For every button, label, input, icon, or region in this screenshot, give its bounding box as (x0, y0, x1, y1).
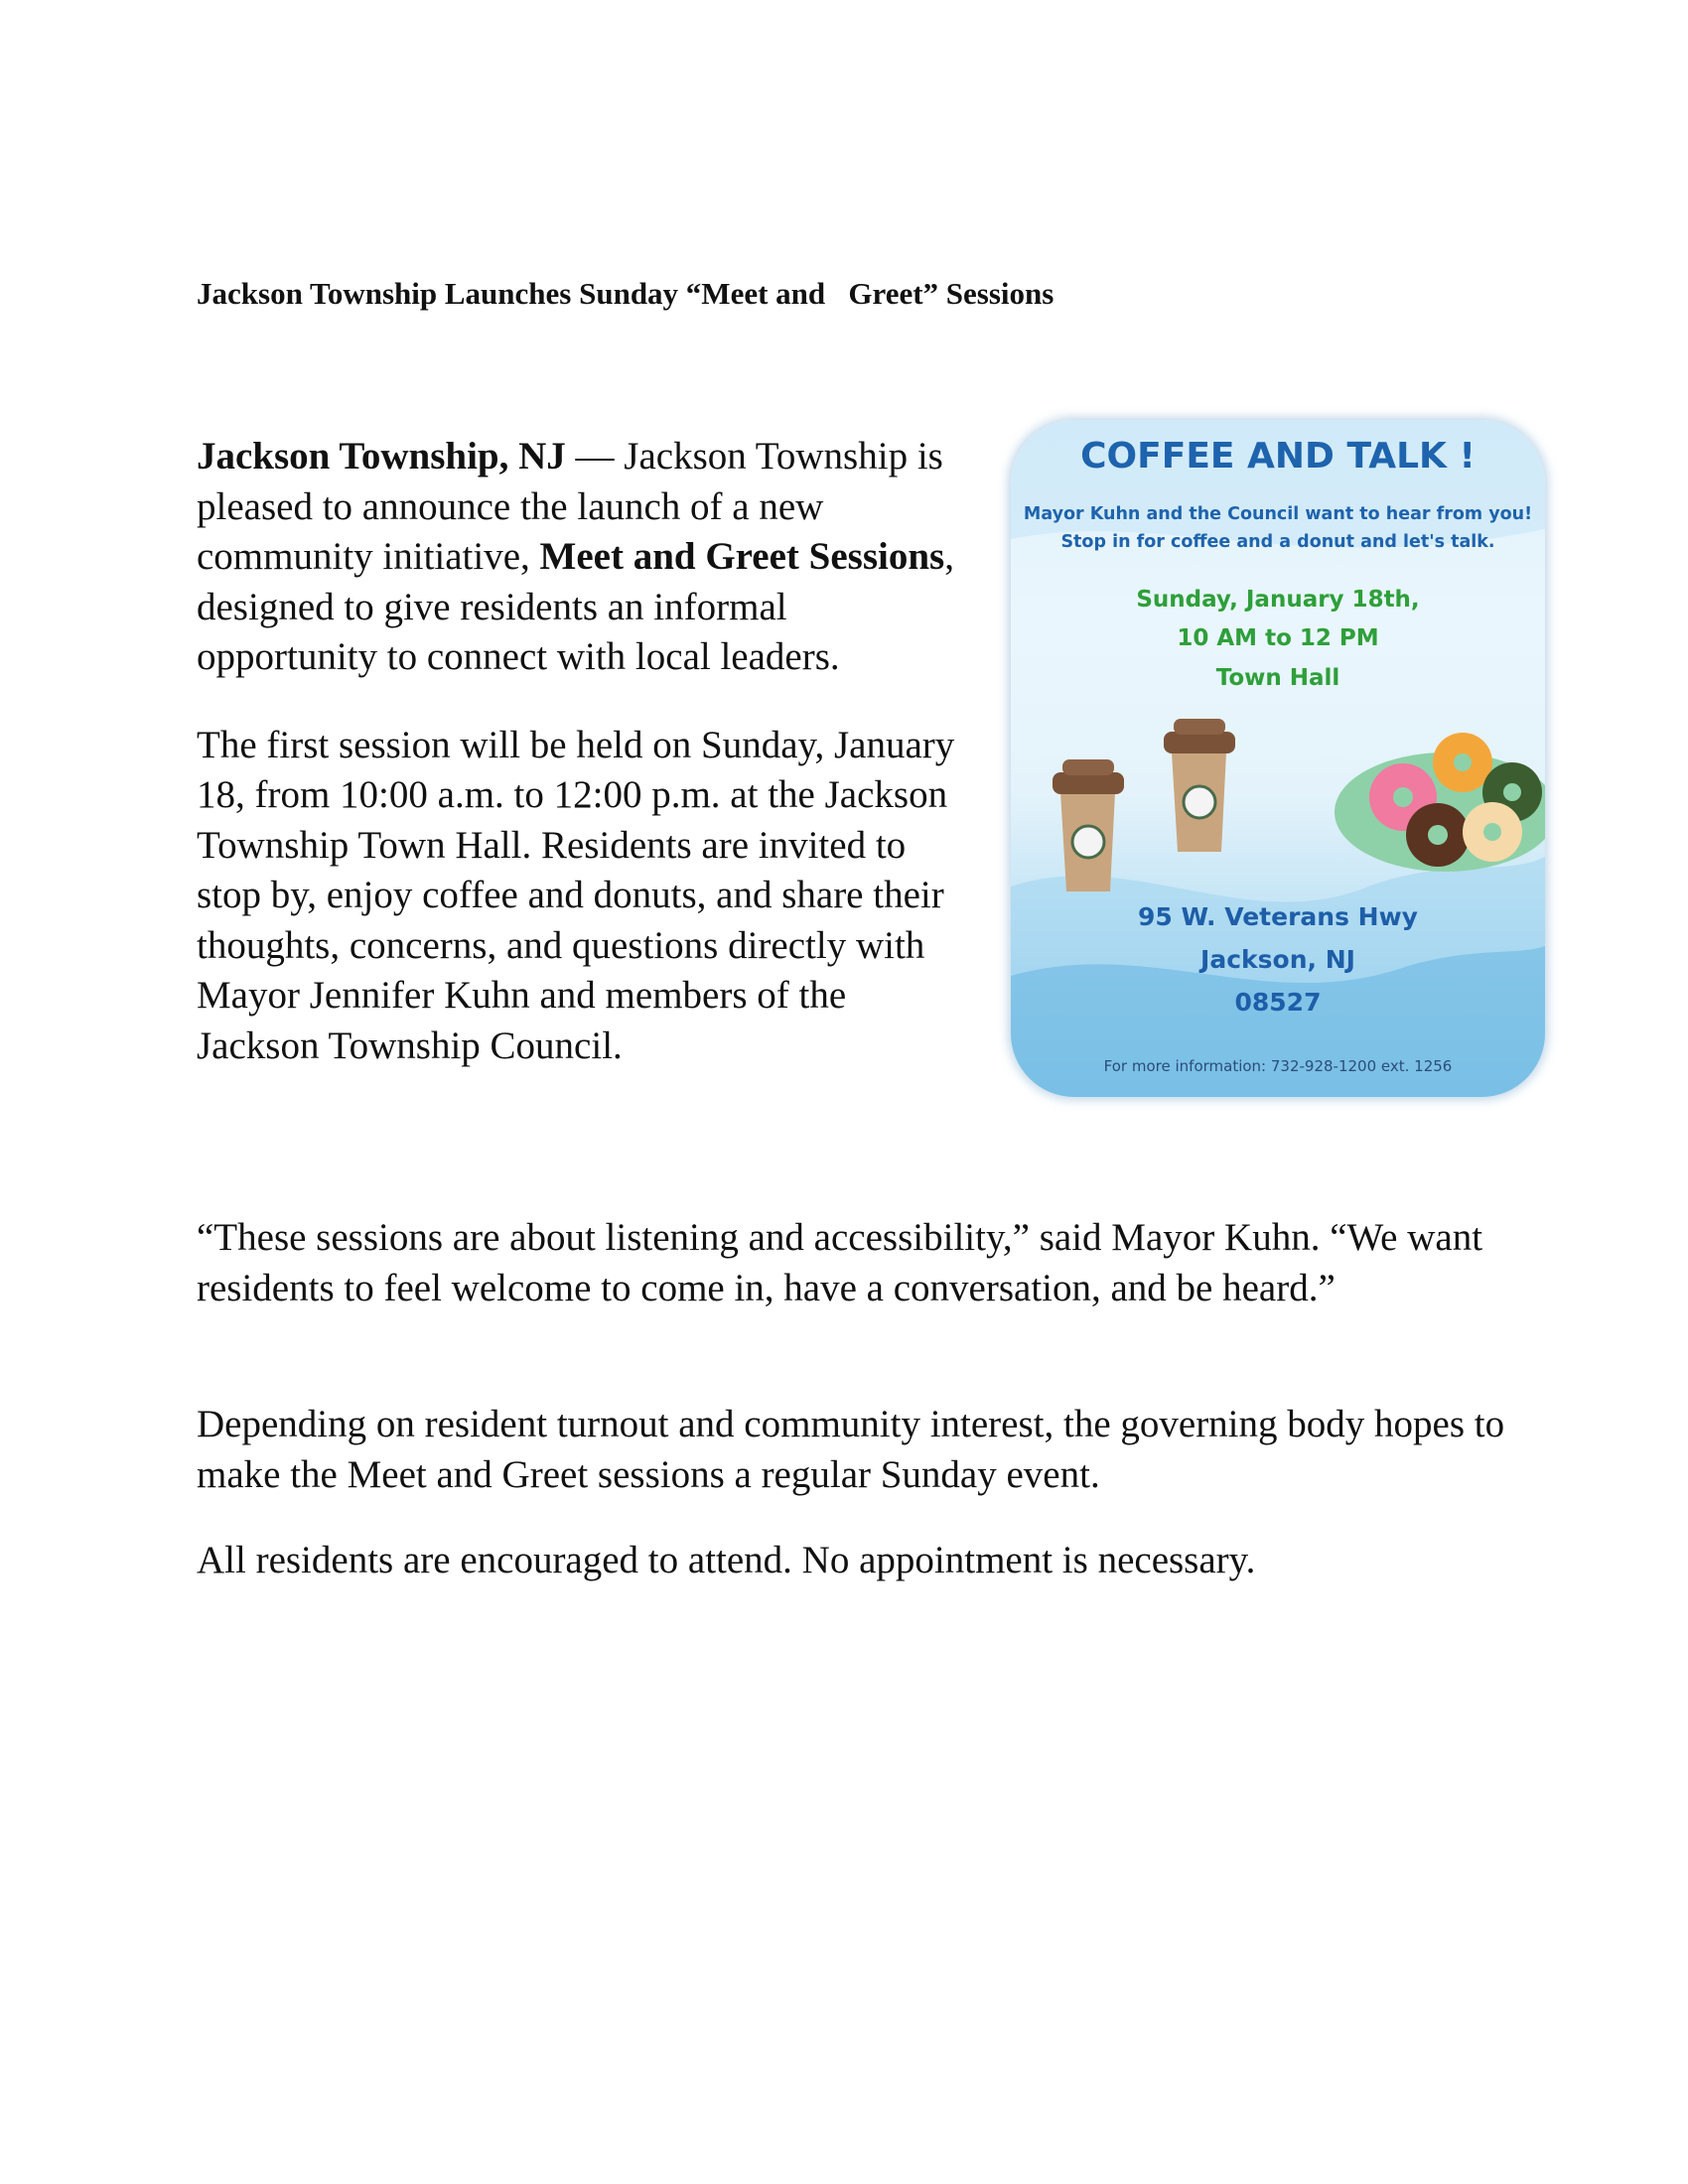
program-name: Meet and Greet Sessions (539, 535, 945, 578)
first-session-paragraph: The first session will be held on Sunday, January 18, from 10:00 a.m. to 12:00 p.m. at the Jackson Township Town Hall. Residents are invited to stop by, enjoy coffee and donuts, and share their thoughts, concerns, and questions directly with Mayor Jennifer Kuhn and members of the Jackson Township Council. (197, 723, 955, 1067)
flyer-date: Sunday, January 18th, (1136, 587, 1420, 613)
headline: Jackson Township Launches Sunday “Meet and Greet” Sessions (197, 276, 1055, 311)
flyer-footer: For more information: 732-928-1200 ext. 1256 (1103, 1057, 1453, 1075)
mayor-quote: “These sessions are about listening and accessibility,” said Mayor Kuhn. “We want residents to feel welcome to come in, have a conversation, and be heard.” (197, 1216, 1483, 1309)
intro-text-a: Jackson Township is pleased to announce the launch of a new community initiative, (197, 435, 943, 578)
flyer-invite-line: Mayor Kuhn and the Council want to hear from you! (1023, 504, 1533, 524)
flyer-city: Jackson, NJ (1200, 945, 1355, 974)
intro-text-b: , designed to give residents an informal opportunity to connect with local leaders. (197, 535, 954, 678)
dateline: Jackson Township, NJ (197, 435, 566, 478)
turnout-block (197, 1400, 1507, 1500)
quote-block (197, 1213, 1507, 1313)
donut-plate-icon (1335, 733, 1545, 872)
flyer-stop-in-line: Stop in for coffee and a donut and let's talk. (1060, 532, 1495, 552)
intro-column (197, 432, 971, 1109)
closing-paragraph: All residents are encouraged to attend. No appointment is necessary. (197, 1539, 1256, 1581)
intro-paragraph (197, 432, 971, 683)
coffee-cup-icon (1164, 719, 1235, 852)
flyer-zip: 08527 (1234, 988, 1322, 1017)
flyer-title: COFFEE AND TALK ! (1080, 436, 1476, 477)
coffee-cup-icon (1053, 759, 1124, 891)
flyer-time: 10 AM to 12 PM (1177, 625, 1379, 651)
coffee-and-talk-flyer (1011, 420, 1545, 1097)
flyer-street: 95 W. Veterans Hwy (1138, 902, 1418, 931)
dateline-dash: — (565, 435, 625, 478)
flyer-place: Town Hall (1215, 665, 1340, 691)
closing-block (197, 1536, 1507, 1586)
turnout-paragraph: Depending on resident turnout and community interest, the governing body hopes to make the Meet and Greet sessions a regular Sunday event. (197, 1403, 1505, 1496)
